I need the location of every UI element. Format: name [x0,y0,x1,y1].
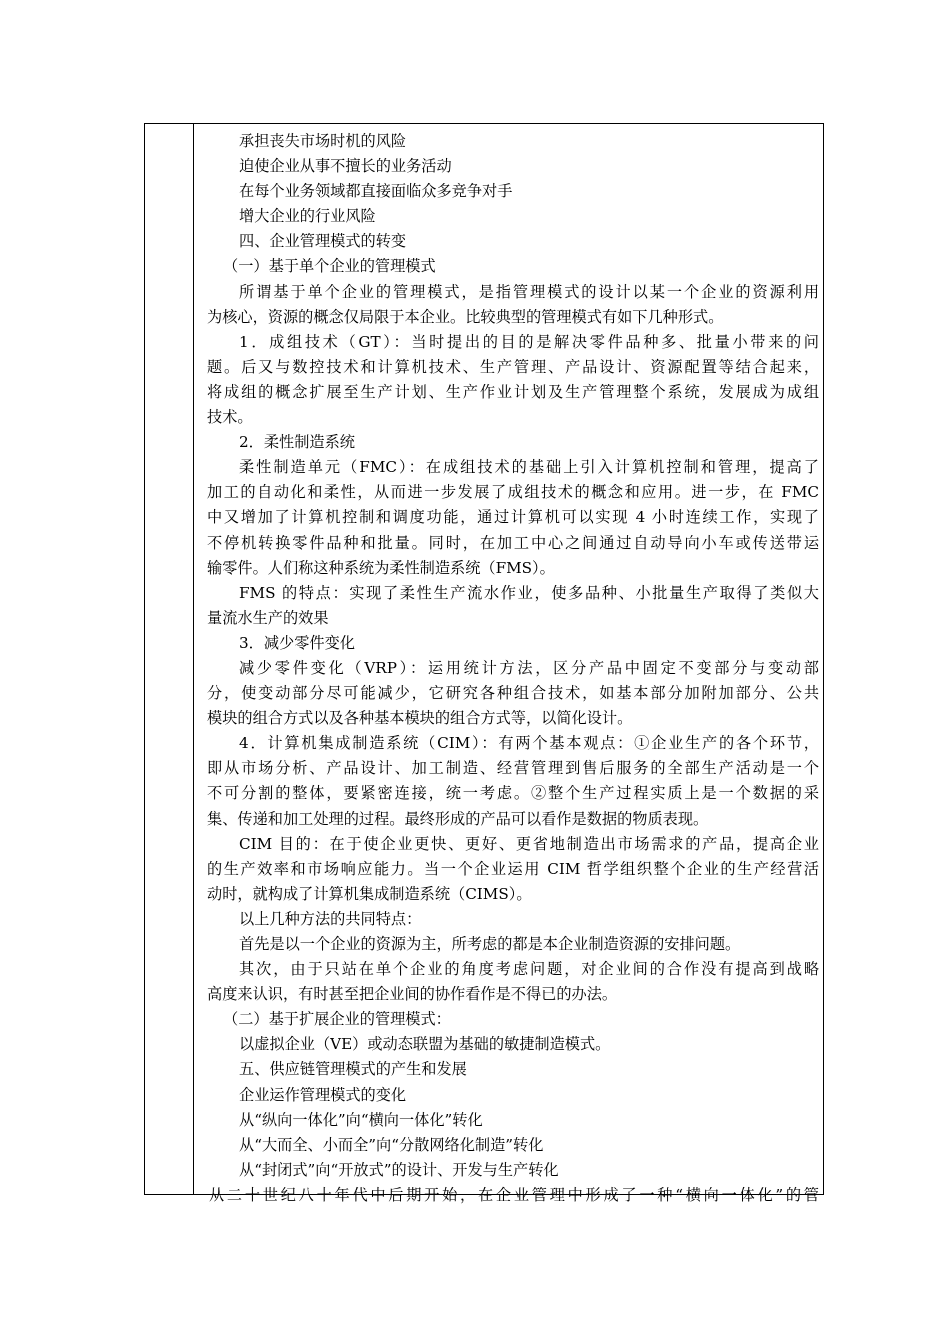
text-line: 减少零件变化（VRP）：运用统计方法，区分产品中固定不变部分与变动部 [239,658,819,677]
text-line: 技术。 [207,408,253,427]
text-line: 所谓基于单个企业的管理模式，是指管理模式的设计以某一个企业的资源利用 [239,282,819,301]
text-line: 迫使企业从事不擅长的业务活动 [239,157,452,176]
text-line: 从“封闭式”向“开放式”的设计、开发与生产转化 [239,1160,559,1179]
text-line: 4．计算机集成制造系统（CIM）：有两个基本观点：①企业生产的各个环节， [239,734,819,753]
text-line: 四、企业管理模式的转变 [239,232,407,251]
text-line: 以虚拟企业（VE）或动态联盟为基础的敏捷制造模式。 [239,1035,611,1054]
text-line: 首先是以一个企业的资源为主，所考虑的都是本企业制造资源的安排问题。 [239,935,741,953]
text-line: 将成组的概念扩展至生产计划、生产作业计划及生产管理整个系统，发展成为成组 [207,382,819,401]
text-line: 动时，就构成了计算机集成制造系统（CIMS）。 [207,884,532,903]
text-line: 模块的组合方式以及各种基本模块的组合方式等，以简化设计。 [207,709,633,728]
text-line: 在每个业务领域都直接面临众多竞争对手 [239,182,513,201]
text-line: 企业运作管理模式的变化 [239,1085,407,1104]
text-line: CIM 目的：在于使企业更快、更好、更省地制造出市场需求的产品，提高企业 [239,834,819,853]
content-cell [207,129,819,1208]
text-line: 输零件。人们称这种系统为柔性制造系统（FMS）。 [207,558,555,577]
text-line: 加工的自动化和柔性，从而进一步发展了成组技术的概念和应用。进一步，在 FMC [207,483,819,502]
text-line: 不可分割的整体，要紧密连接，统一考虑。②整个生产过程实质上是一个数据的采 [207,784,819,803]
text-line: 集、传递和加工处理的过程。最终形成的产品可以看作是数据的物质表现。 [207,809,709,828]
text-line: （一）基于单个企业的管理模式 [223,257,436,276]
column-divider [193,124,194,1194]
text-line: 增大企业的行业风险 [239,207,376,226]
text-line: 的生产效率和市场响应能力。当一个企业运用 CIM 哲学组织整个企业的生产经营活 [207,859,819,878]
text-line: （二）基于扩展企业的管理模式： [223,1010,451,1029]
text-line: 为核心，资源的概念仅局限于本企业。比较典型的管理模式有如下几种形式。 [207,307,724,326]
text-line: 2．柔性制造系统 [239,433,355,452]
text-line: 中又增加了计算机控制和调度功能，通过计算机可以实现 4 小时连续工作，实现了 [207,508,819,527]
text-line: 1．成组技术（GT）：当时提出的目的是解决零件品种多、批量小带来的问 [239,332,819,351]
text-line: 其次，由于只站在单个企业的角度考虑问题，对企业间的合作没有提高到战略 [239,960,819,979]
document-table [144,123,824,1204]
text-line: 以上几种方法的共同特点： [239,909,422,928]
text-line: 承担丧失市场时机的风险 [239,132,407,150]
text-line: 3．减少零件变化 [239,633,355,652]
text-line: 不停机转换零件品种和批量。同时，在加工中心之间通过自动导向小车或传送带运 [207,533,819,552]
text-line: 五、供应链管理模式的产生和发展 [239,1060,467,1079]
text-line: 从“纵向一体化”向“横向一体化”转化 [239,1110,483,1129]
text-line: 量流水生产的效果 [207,608,329,627]
text-line: 分，使变动部分尽可能减少，它研究各种组合技术，如基本部分加附加部分、公共 [207,684,819,703]
text-line: FMS 的特点：实现了柔性生产流水作业，使多品种、小批量生产取得了类似大 [239,583,819,602]
text-line: 即从市场分析、产品设计、加工制造、经营管理到售后服务的全部生产活动是一个 [207,759,819,778]
text-line: 柔性制造单元（FMC）：在成组技术的基础上引入计算机控制和管理，提高了 [239,458,819,477]
text-line: 从“大而全、小而全”向“分散网络化制造”转化 [239,1135,544,1154]
text-line: 从二十世纪八十年代中后期开始，在企业管理中形成了一种“横向一体化”的管 [209,1185,819,1204]
text-line: 高度来认识，有时甚至把企业间的协作看作是不得已的办法。 [207,985,618,1004]
text-line: 题。后又与数控技术和计算机技术、生产管理、产品设计、资源配置等结合起来， [207,357,819,376]
